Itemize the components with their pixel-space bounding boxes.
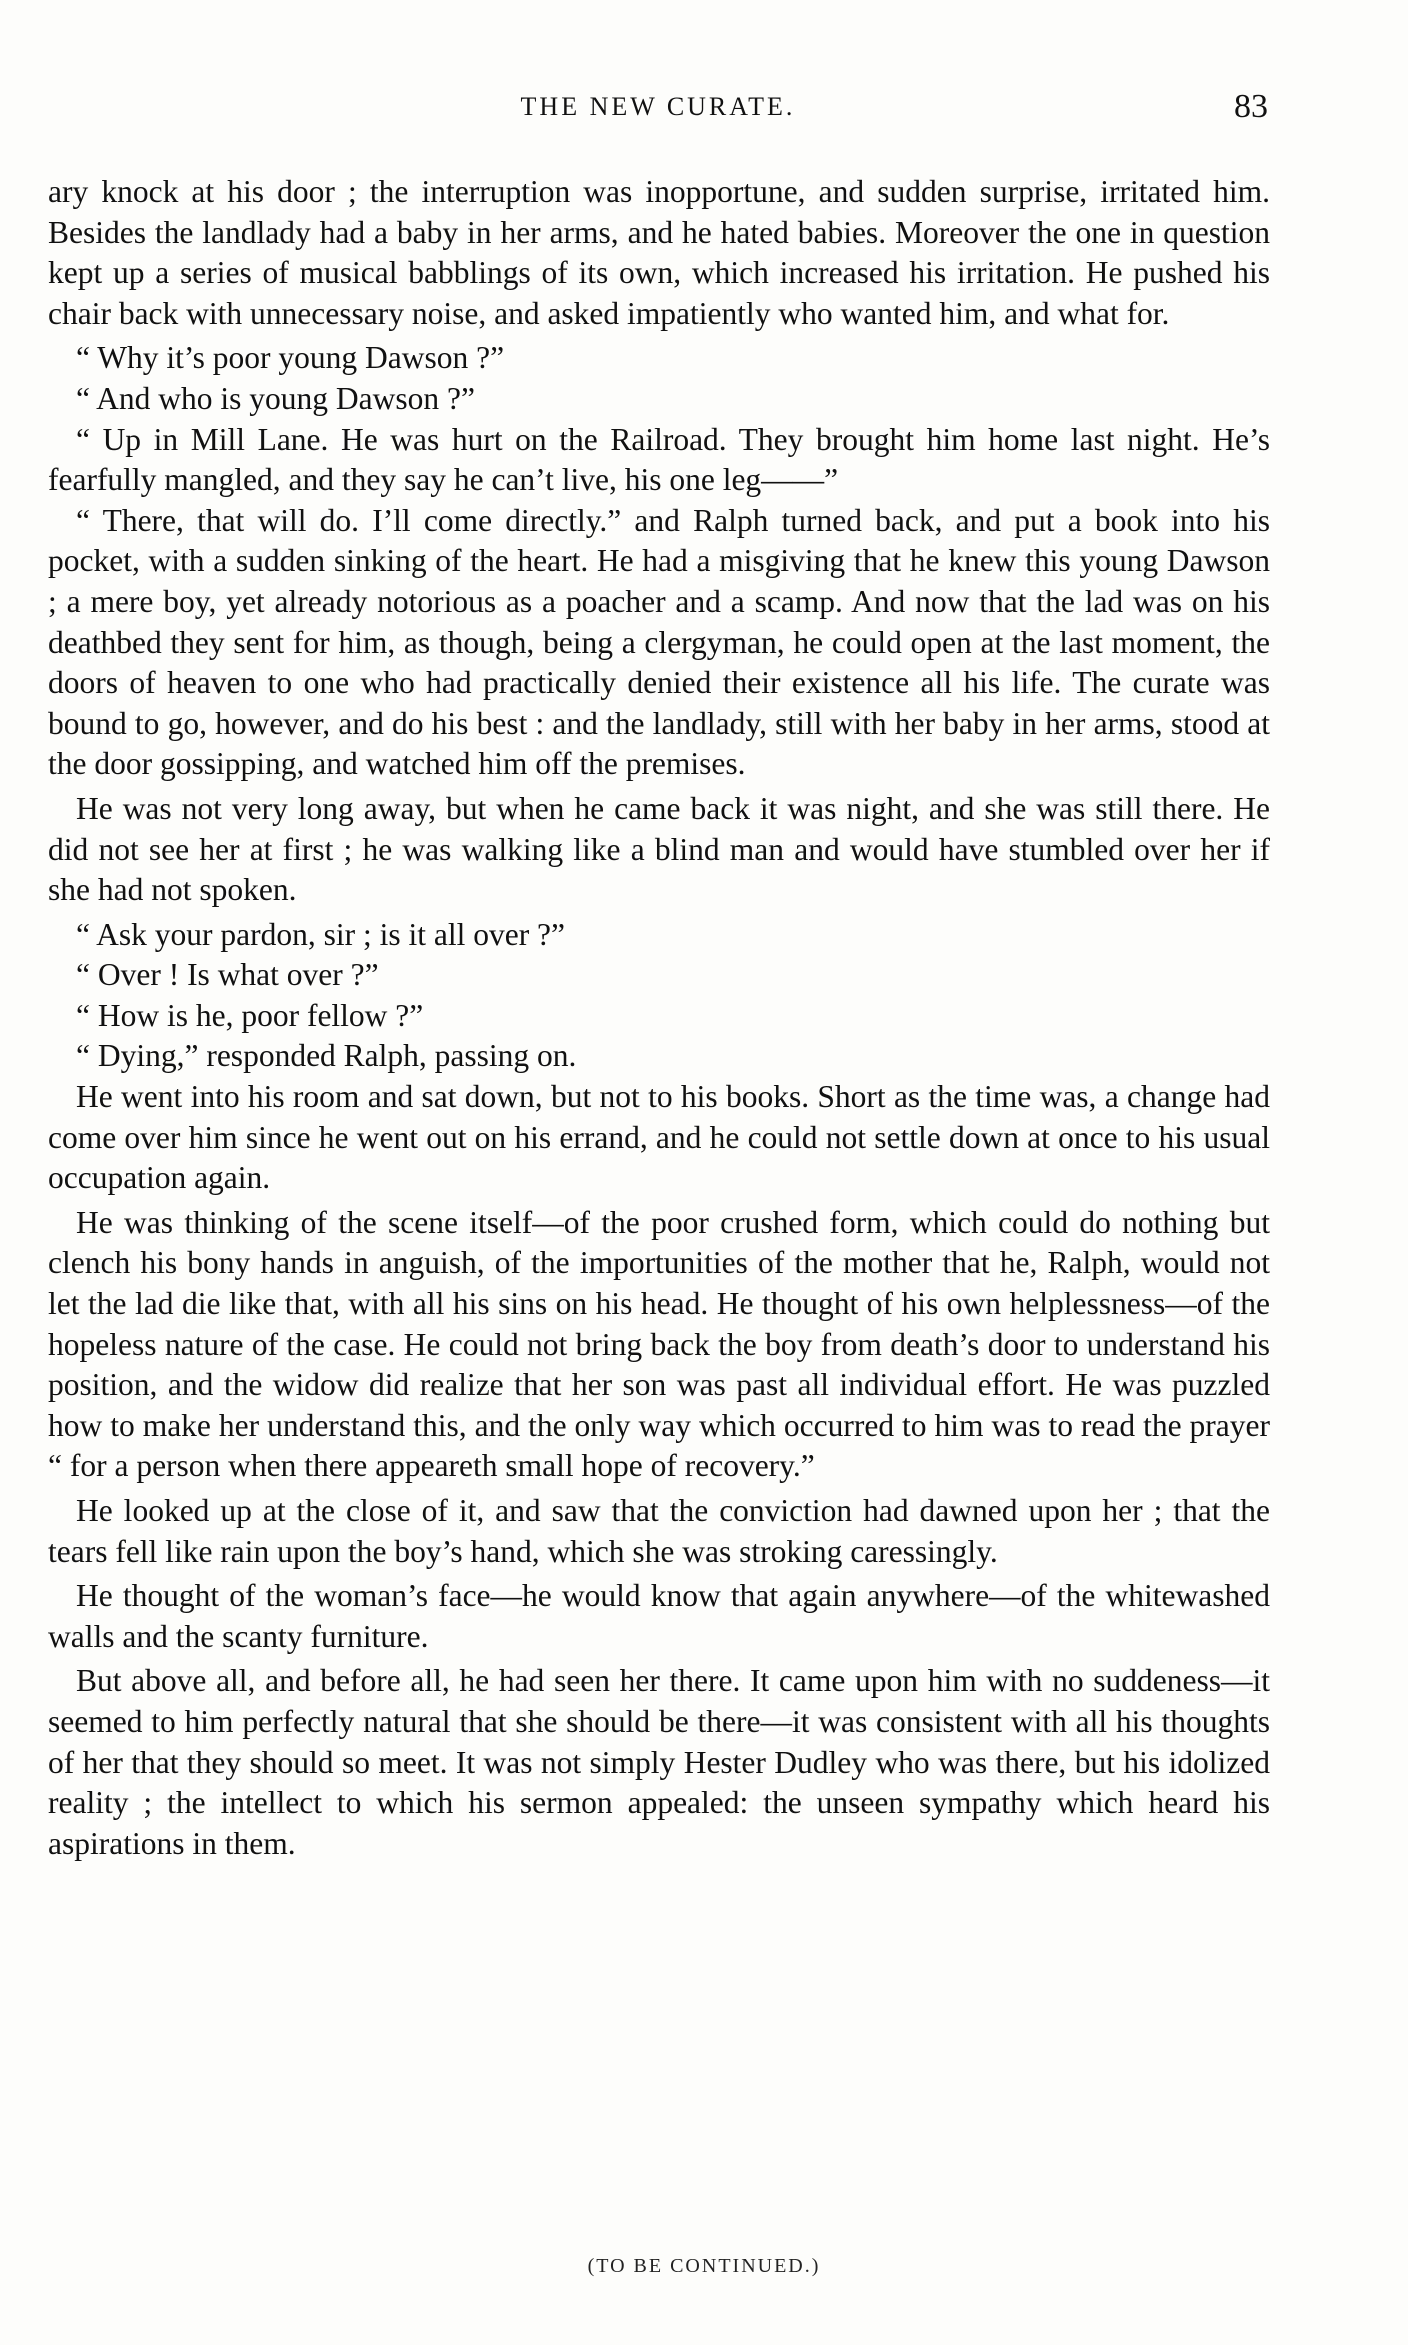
dialogue-line: “ Dying,” responded Ralph, passing on. (76, 1038, 577, 1074)
paragraph: “ There, that will do. I’ll come directly.” and Ralph turned back, and put a book into his pocket, with a sudden sinking of the heart. He had a misgiving that he knew this young Dawson ; a mere boy, yet already notorious as a poacher and a scamp. And now that the lad was on his deathbed they sent for him, as though, being a clergyman, he could open at the last moment, the doors of heaven to one who had practically denied their existence all his life. The curate was bound to go, however, and do his best : and the landlady, still with her baby in her arms, stood at the door gossipping, and watched him off the premises. (48, 502, 1270, 782)
dialogue-line: “ And who is young Dawson ?” (76, 380, 475, 416)
page-number: 83 (1234, 88, 1268, 125)
dialogue-line: “ Why it’s poor young Dawson ?” (76, 340, 505, 376)
paragraph: He looked up at the close of it, and saw that the conviction had dawned upon her ; that the tears fell like rain upon the boy’s hand, which she was stroking caressingly. (48, 1493, 1270, 1569)
dialogue-line: “ Over ! Is what over ?” (76, 957, 379, 993)
page-header (48, 88, 1268, 132)
continued-note: (TO BE CONTINUED.) (587, 2255, 821, 2277)
paragraph: But above all, and before all, he had seen her there. It came upon him with no suddeness—it seemed to him perfectly natural that she should be there—it was consistent with all his thoughts of her that they should so meet. It was not simply Hester Dudley who was there, but his idolized reality ; the intellect to which his sermon appealed: the unseen sympathy which heard his aspirations in them. (48, 1663, 1270, 1861)
dialogue-line: “ Up in Mill Lane. He was hurt on the Railroad. They brought him home last night. He’s fearfully mangled, and they say he can’t live, his one leg——” (48, 421, 1270, 498)
paragraph: He was thinking of the scene itself—of the poor crushed form, which could do nothing but clench his bony hands in anguish, of the importunities of the mother that he, Ralph, would not let the lad die like that, with all his sins on his head. He thought of his own helplessness—of the hopeless nature of the case. He could not bring back the boy from death’s door to understand his position, and the widow did realize that her son was past all individual effort. He was puzzled how to make her understand this, and the only way which occurred to him was to read the prayer “ for a person when there appeareth small hope of recovery.” (48, 1204, 1270, 1484)
dialogue-line: “ Ask your pardon, sir ; is it all over ?” (76, 916, 566, 952)
dialogue-line: “ How is he, poor fellow ?” (76, 997, 424, 1033)
body-text (48, 172, 1270, 1868)
paragraph: He went into his room and sat down, but not to his books. Short as the time was, a change had come over him since he went out on his errand, and he could not settle down at once to his usual occupation again. (48, 1079, 1270, 1196)
paragraph: He thought of the woman’s face—he would know that again anywhere—of the whitewashed walls and the scanty furniture. (48, 1578, 1270, 1654)
paragraph: He was not very long away, but when he came back it was night, and she was still there. He did not see her at first ; he was walking like a blind man and would have stumbled over her if she had not spoken. (48, 790, 1270, 908)
running-head: THE NEW CURATE. (520, 92, 796, 121)
paragraph: ary knock at his door ; the interruption was inopportune, and sudden surprise, irritated him. Besides the landlady had a baby in her arms, and he hated babies. Moreover the one in question kept up a series of musical babblings of its own, which increased his irritation. He pushed his chair back with unnecessary noise, and asked impatiently who wanted him, and what for. (48, 174, 1270, 331)
